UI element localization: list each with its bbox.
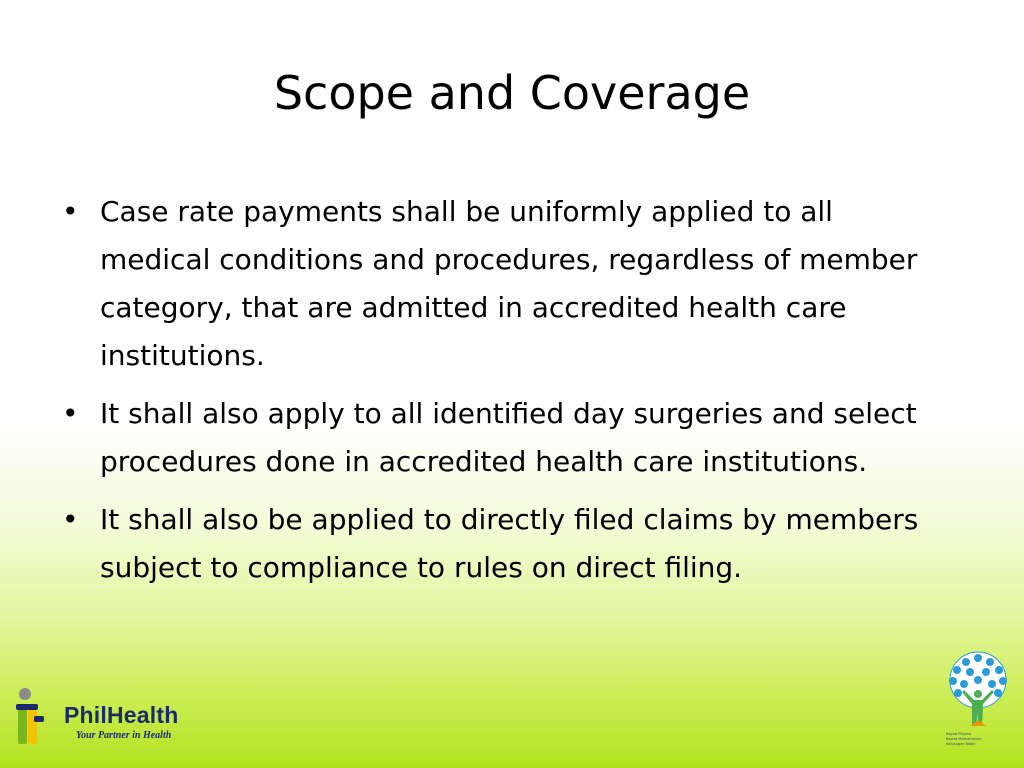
slide-title: Scope and Coverage bbox=[273, 66, 751, 120]
bullet-text: It shall also be applied to directly filed claims by members subject to compliance to rules on direct filing. bbox=[100, 503, 919, 584]
logo-name: PhilHealth bbox=[64, 702, 179, 728]
bullet-item bbox=[62, 188, 952, 380]
emblem-caption bbox=[946, 732, 1016, 747]
bullet-icon: • bbox=[62, 503, 79, 536]
bullet-text: It shall also apply to all identified day surgeries and select procedures done in accredited health care institutions. bbox=[100, 397, 917, 478]
emblem-caption-line: Kalusugan Natin bbox=[946, 742, 976, 746]
emblem-caption-line: Bayad Pilipino bbox=[946, 732, 972, 736]
bullet-text: Case rate payments shall be uniformly applied to all medical conditions and procedures, regardless of member category, that are admitted in accredited health care institutions. bbox=[100, 195, 918, 372]
bullet-list bbox=[62, 188, 952, 602]
logo-tagline: Your Partner in Health bbox=[76, 730, 172, 741]
bullet-item bbox=[62, 390, 952, 486]
emblem-caption-line: Bawat Mamamayan bbox=[946, 737, 982, 741]
bullet-icon: • bbox=[62, 397, 79, 430]
philhealth-logo bbox=[14, 686, 204, 750]
philhealth-figure-icon bbox=[14, 686, 66, 750]
health-emblem bbox=[940, 650, 1016, 762]
bullet-icon: • bbox=[62, 195, 79, 228]
bullet-item bbox=[62, 496, 952, 592]
